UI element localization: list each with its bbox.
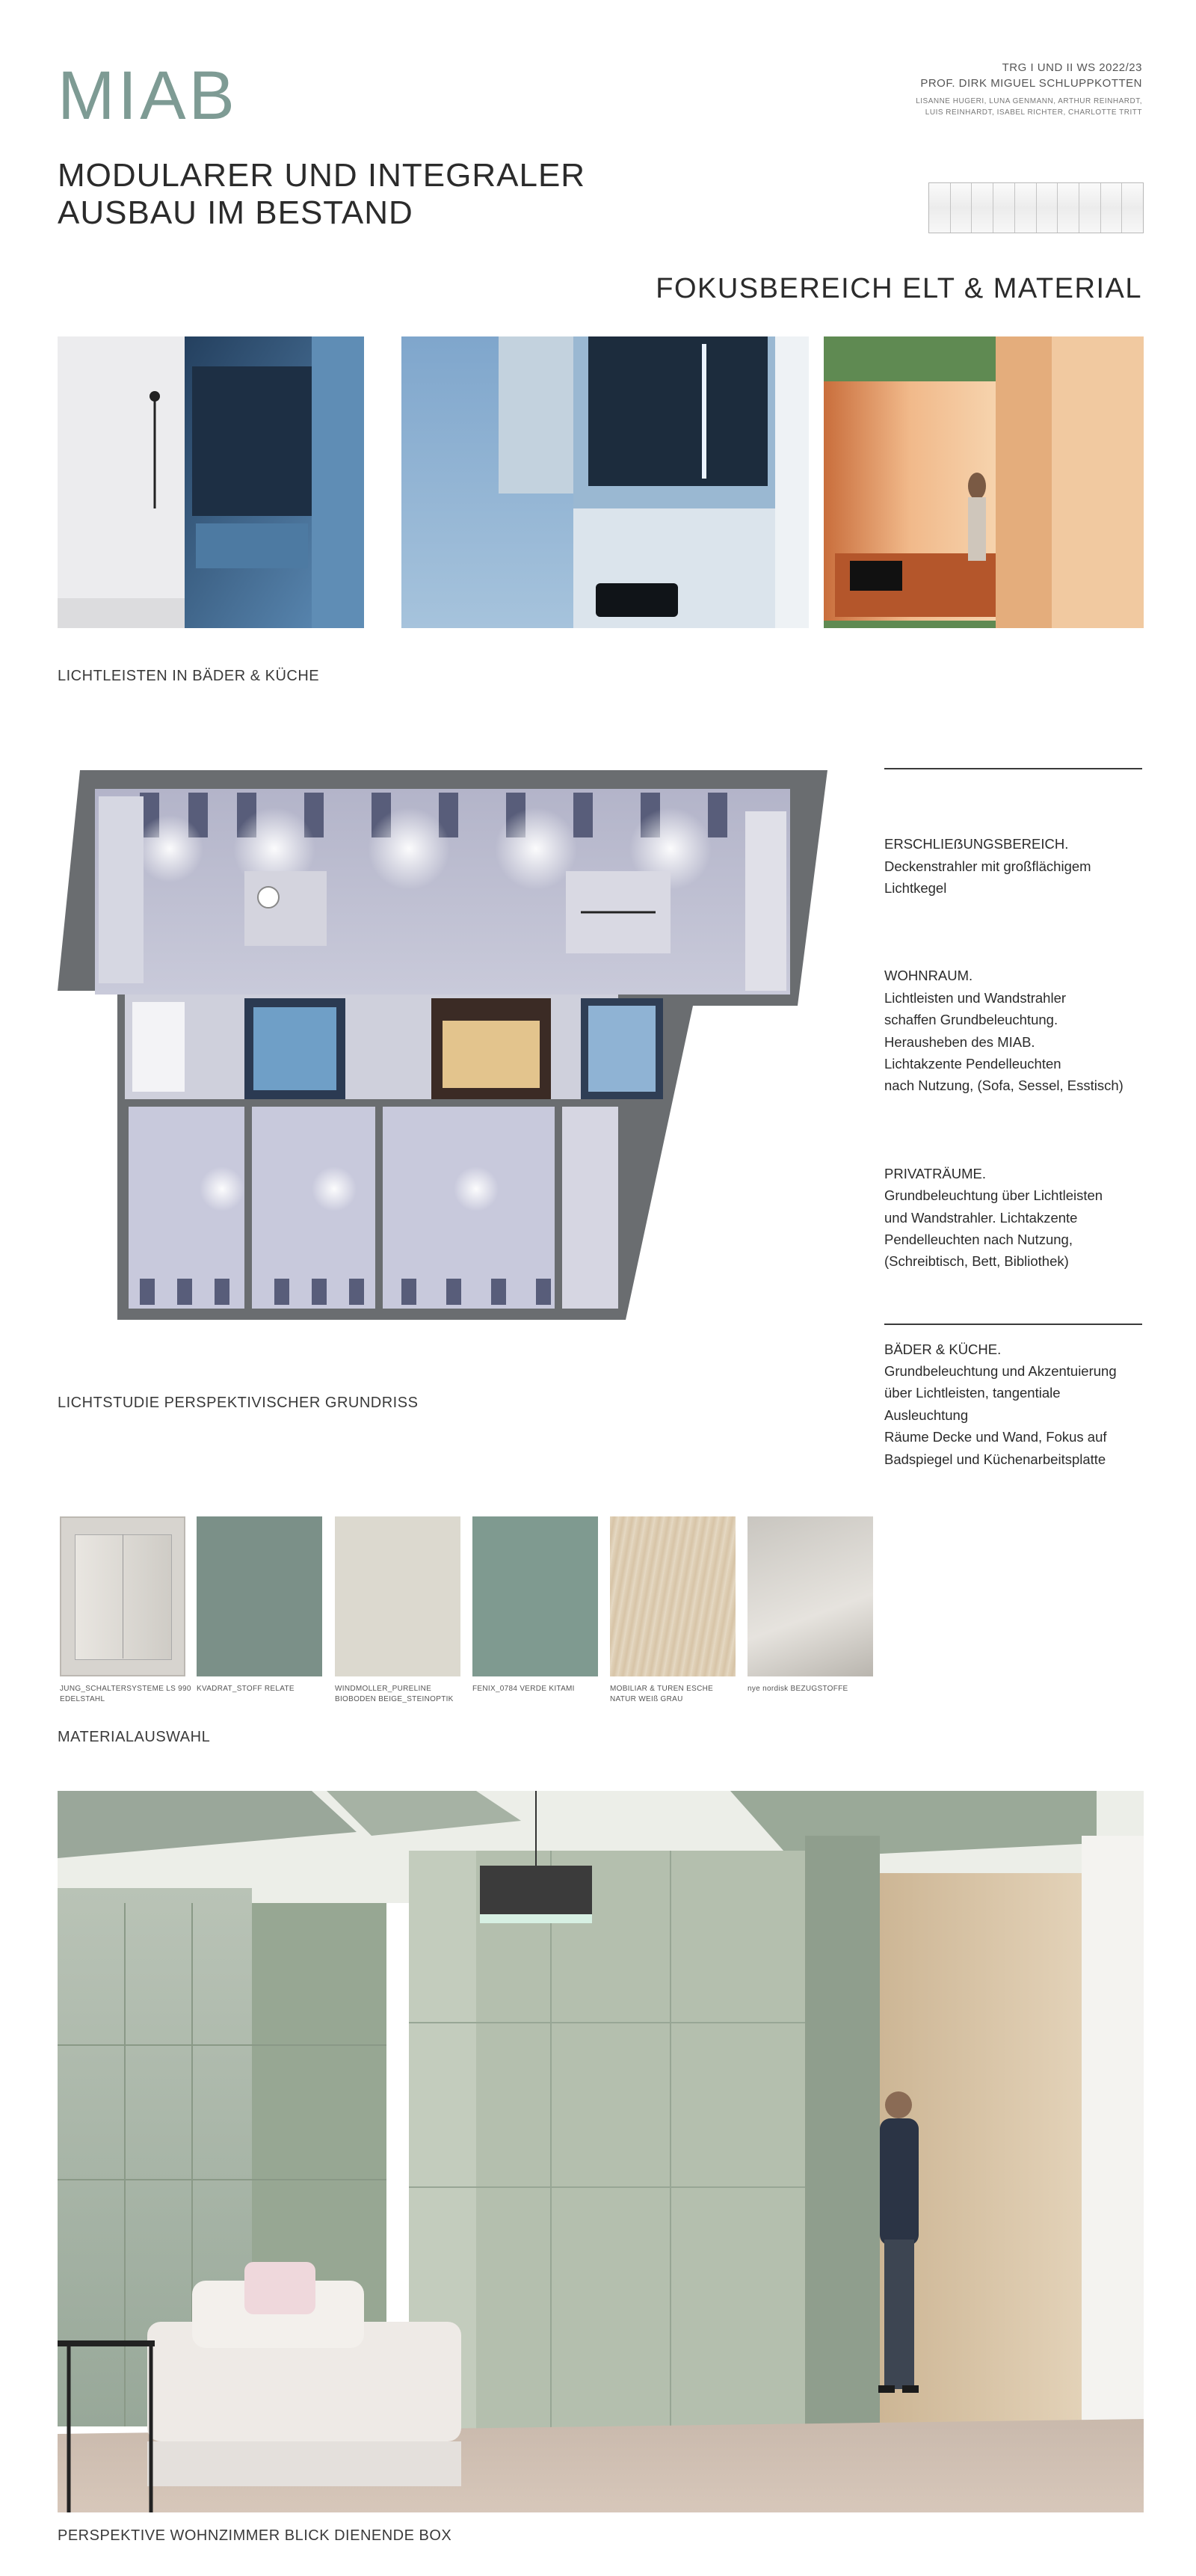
caption-plan: LICHTSTUDIE PERSPEKTIVISCHER GRUNDRISS bbox=[58, 1395, 419, 1411]
course-line-2: PROF. DIRK MIGUEL SCHLUPPKOTTEN bbox=[920, 77, 1142, 90]
legend-erschliessung: ERSCHLIEẞUNGSBEREICH. Deckenstrahler mit großflächigem Lichtkegel bbox=[884, 836, 1091, 897]
swatch-ash-wood bbox=[610, 1516, 736, 1676]
swatch-fenix-verde bbox=[472, 1516, 598, 1676]
modular-elevation-graphic bbox=[928, 182, 1144, 233]
team-line-2: LUIS REINHARDT, ISABEL RICHTER, CHARLOTTE TRITT bbox=[925, 108, 1142, 117]
caption-perspective: PERSPEKTIVE WOHNZIMMER BLICK DIENENDE BOX bbox=[58, 2527, 452, 2544]
swatch-textile bbox=[748, 1516, 873, 1676]
living-room-perspective bbox=[58, 1791, 1144, 2512]
caption-materials: MATERIALAUSWAHL bbox=[58, 1729, 211, 1745]
course-line-1: TRG I UND II WS 2022/23 bbox=[1002, 61, 1142, 74]
focus-title: FOKUSBEREICH ELT & MATERIAL bbox=[656, 273, 1142, 304]
caption-light-strips: LICHTLEISTEN IN BÄDER & KÜCHE bbox=[58, 668, 320, 684]
course-info bbox=[916, 60, 1142, 118]
swatch-label: FENIX_0784 VERDE KITAMI bbox=[472, 1685, 575, 1693]
swatch-label: nye nordisk BEZUGSTOFFE bbox=[748, 1685, 848, 1693]
render-bathroom-2 bbox=[401, 336, 809, 628]
swatch-switch bbox=[60, 1516, 185, 1676]
subtitle-line-1: MODULARER UND INTEGRALER bbox=[58, 157, 586, 194]
swatch-label: JUNG_SCHALTERSYSTEME LS 990 EDELSTAHL bbox=[60, 1685, 191, 1703]
light-strips-renders bbox=[58, 336, 1144, 628]
project-subtitle bbox=[58, 157, 626, 232]
legend-rule-bottom bbox=[884, 1324, 1142, 1325]
project-logo: MIAB bbox=[58, 58, 238, 134]
team-line-1: LISANNE HUGERI, LUNA GENMANN, ARTHUR REINHARDT, bbox=[916, 97, 1142, 105]
legend-baeder: BÄDER & KÜCHE. Grundbeleuchtung und Akzentuierung über Lichtleisten, tangentiale Ausleuchtung Räume Decke und Wand, Fokus auf Badspiegel und Küchenarbeitsplatte bbox=[884, 1341, 1117, 1467]
person-figure bbox=[878, 2091, 919, 2393]
render-bathroom-1 bbox=[58, 336, 364, 628]
swatch-floor-stone bbox=[335, 1516, 460, 1676]
swatch-kvadrat-fabric bbox=[197, 1516, 322, 1676]
swatch-label: KVADRAT_STOFF RELATE bbox=[197, 1685, 295, 1693]
subtitle-line-2: AUSBAU IM BESTAND bbox=[58, 194, 413, 231]
floor-plan-light-study bbox=[58, 766, 835, 1335]
lighting-legend bbox=[884, 811, 1142, 1492]
legend-privat: PRIVATRÄUME. Grundbeleuchtung über Lichtleisten und Wandstrahler. Lichtakzente Pendelleuchten nach Nutzung, (Schreibtisch, Bett, Bibliothek) bbox=[884, 1165, 1103, 1270]
legend-rule-top bbox=[884, 768, 1142, 769]
legend-wohnraum: WOHNRAUM. Lichtleisten und Wandstrahler schaffen Grundbeleuchtung. Herausheben des MIAB. Lichtakzente Pendelleuchten nach Nutzung, (Sofa, Sessel, Esstisch) bbox=[884, 968, 1123, 1094]
swatch-label: MOBILIAR & TUREN ESCHE NATUR WEIß GRAU bbox=[610, 1685, 714, 1703]
swatch-label: WINDMOLLER_PURELINE BIOBODEN BEIGE_STEINOPTIK bbox=[335, 1685, 454, 1703]
render-kitchen bbox=[824, 336, 1144, 628]
